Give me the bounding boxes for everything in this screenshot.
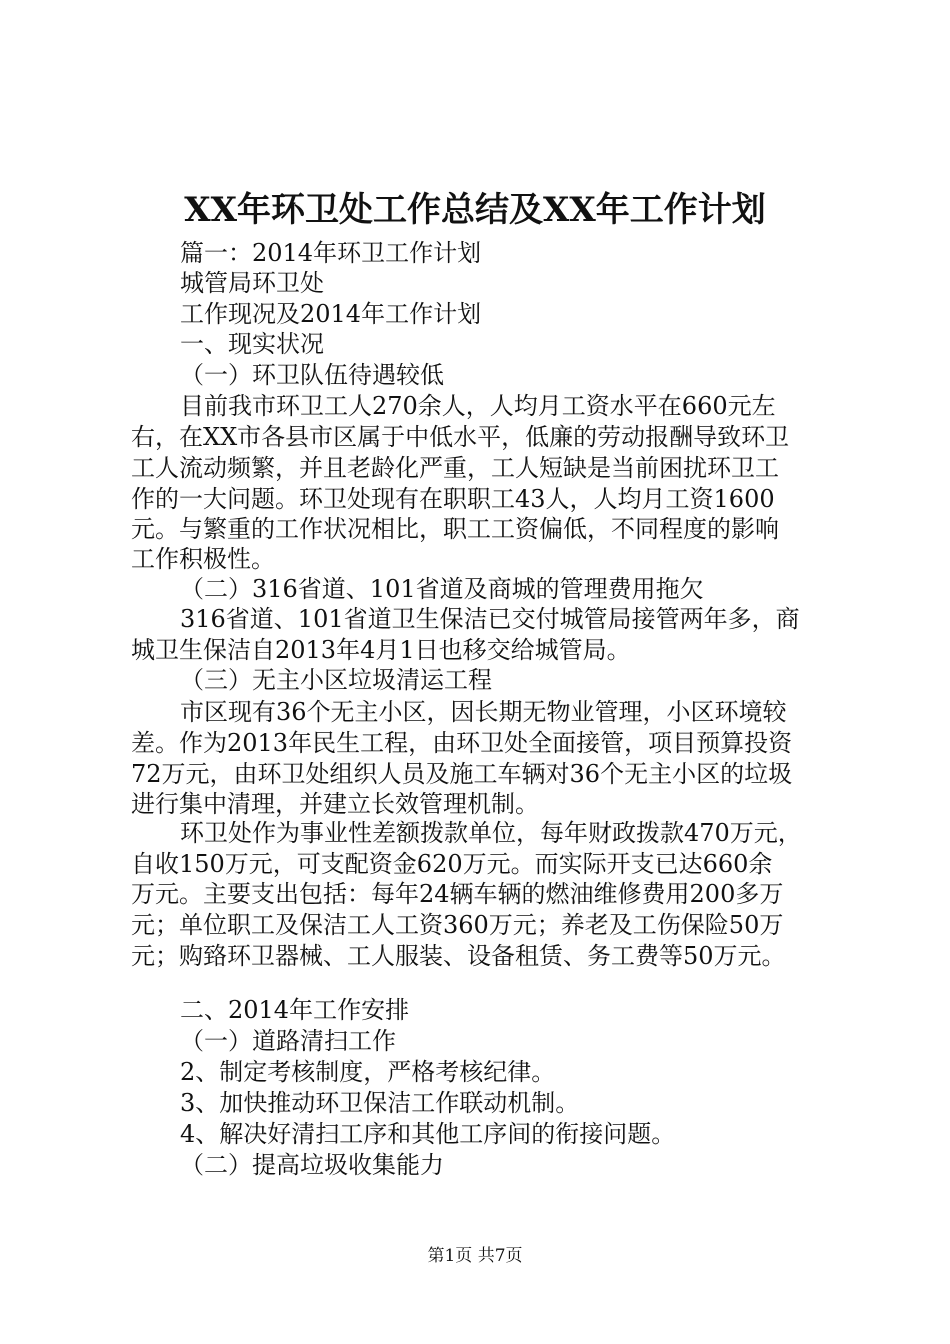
text-line: 差。作为2013年民生工程，由环卫处全面接管，项目预算投资 xyxy=(131,729,793,757)
text-line: 4、解决好清扫工序和其他工序间的衔接问题。 xyxy=(180,1120,676,1148)
text-line: （三）无主小区垃圾清运工程 xyxy=(180,666,492,694)
text-line: 元；购臵环卫器械、工人服装、设备租赁、务工费等50万元。 xyxy=(131,942,786,970)
text-line: 2、制定考核制度，严格考核纪律。 xyxy=(180,1058,556,1086)
text-line: 元。与繁重的工作状况相比，职工工资偏低，不同程度的影响 xyxy=(131,515,779,543)
text-line: 3、加快推动环卫保洁工作联动机制。 xyxy=(180,1089,580,1117)
text-line: 316省道、101省道卫生保洁已交付城管局接管两年多，商 xyxy=(180,605,800,633)
text-line: 工作现况及2014年工作计划 xyxy=(180,300,482,328)
text-line: 工作积极性。 xyxy=(131,545,275,573)
text-line: 目前我市环卫工人270余人，人均月工资水平在660元左 xyxy=(180,392,776,420)
text-line: 进行集中清理，并建立长效管理机制。 xyxy=(131,790,539,818)
text-line: 万元。主要支出包括：每年24辆车辆的燃油维修费用200多万 xyxy=(131,880,784,908)
text-line: 市区现有36个无主小区，因长期无物业管理，小区环境较 xyxy=(180,698,787,726)
section-heading: 二、2014年工作安排 xyxy=(180,996,410,1024)
text-line: 72万元，由环卫处组织人员及施工车辆对36个无主小区的垃圾 xyxy=(131,760,793,788)
text-line: （一）道路清扫工作 xyxy=(180,1027,396,1055)
text-line: 工人流动频繁，并且老龄化严重，工人短缺是当前困扰环卫工 xyxy=(131,454,779,482)
text-line: 篇一：2014年环卫工作计划 xyxy=(180,239,482,267)
text-line: 环卫处作为事业性差额拨款单位，每年财政拨款470万元， xyxy=(180,819,802,847)
document-title: XX年环卫处工作总结及XX年工作计划 xyxy=(184,190,766,230)
text-line: 城管局环卫处 xyxy=(180,269,324,297)
text-line: 右，在XX市各县市区属于中低水平，低廉的劳动报酬导致环卫 xyxy=(131,423,790,451)
text-line: （二）316省道、101省道及商城的管理费用拖欠 xyxy=(180,575,704,603)
text-line: （一）环卫队伍待遇较低 xyxy=(180,361,444,389)
text-line: 一、现实状况 xyxy=(180,330,324,358)
page-footer: 第1页 共7页 xyxy=(427,1246,523,1266)
text-line: 元；单位职工及保洁工人工资360万元；养老及工伤保险50万 xyxy=(131,911,784,939)
text-line: 城卫生保洁自2013年4月1日也移交给城管局。 xyxy=(131,636,631,664)
text-line: （二）提高垃圾收集能力 xyxy=(180,1151,444,1179)
text-line: 作的一大问题。环卫处现有在职职工43人，人均月工资1600 xyxy=(131,485,775,513)
text-line: 自收150万元，可支配资金620万元。而实际开支已达660余 xyxy=(131,850,773,878)
